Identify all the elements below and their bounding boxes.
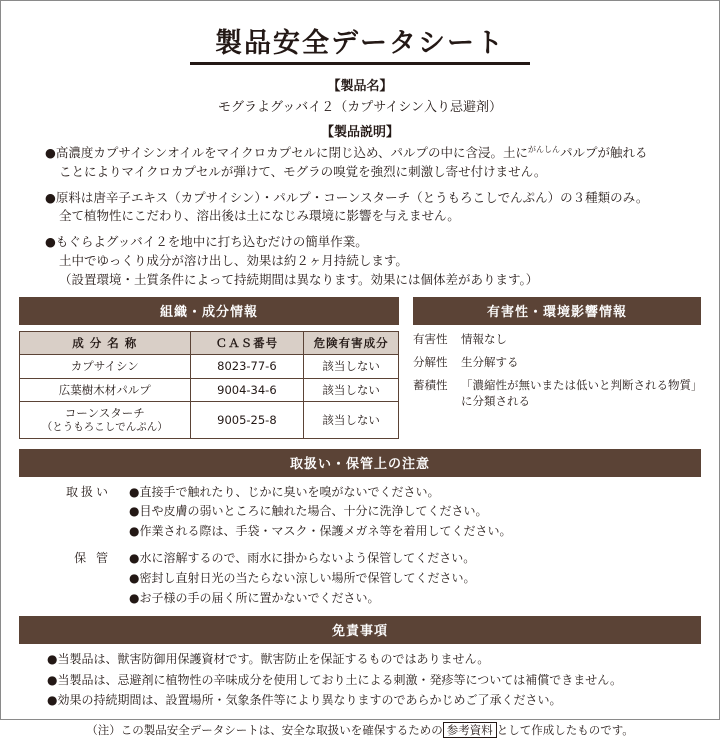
description-paragraph-2 xyxy=(45,189,695,227)
description-3-line-3: （設置環境・土質条件によって持続期間は異なります。効果には個体差があります。） xyxy=(59,271,539,287)
table-row xyxy=(20,402,399,439)
description-paragraph-3 xyxy=(45,233,695,289)
cell-hazard: 該当しない xyxy=(304,355,399,378)
product-name-heading: 【製品名】 xyxy=(327,79,393,94)
description-2-line-2: 全て植物性にこだわり、溶出後は土になじみ環境に影響を与えません。 xyxy=(59,208,460,224)
list-item: ●水に溶解するので、雨水に掛からないよう保管してください。 xyxy=(129,551,476,566)
description-1-ruby: がんしん xyxy=(527,145,560,154)
table-header-row xyxy=(20,332,399,355)
disclaimer-items xyxy=(47,650,701,710)
description-paragraph-1 xyxy=(45,144,695,182)
footnote-suffix: として作成したものです。 xyxy=(496,723,634,737)
composition-bar: 組織・成分情報 xyxy=(19,297,399,325)
list-item: ●作業される際は、手袋・マスク・保護メガネ等を着用してください。 xyxy=(129,523,512,538)
hazard-value: 「濃縮性が無いまたは低いと判断される物質」に分類される xyxy=(461,377,697,409)
description-3-line-1: ●もぐらよグッバイ２を地中に打ち込むだけの簡単作業。 xyxy=(45,234,368,250)
column-header-name: 成 分 名 称 xyxy=(20,332,191,355)
handling-bar: 取扱い・保管上の注意 xyxy=(19,449,701,477)
handling-group-handling xyxy=(19,483,701,542)
column-header-cas: ＣＡＳ番号 xyxy=(190,332,304,355)
list-item: ●効果の持続期間は、設置場所・気象条件等により異なりますのであらかじめご了承ください。 xyxy=(47,693,562,708)
handling-group-items xyxy=(129,549,701,608)
product-name xyxy=(19,96,701,115)
composition-section xyxy=(19,297,399,438)
description-block xyxy=(45,144,695,289)
description-2-line-1: ●原料は唐辛子エキス（カプサイシン）・パルプ・コーンスターチ（とうもろこしでんぷん）の３種類のみ。 xyxy=(45,189,649,205)
cell-cas: 9005-25-8 xyxy=(190,402,304,439)
footnote-boxed-term: 参考資料 xyxy=(443,722,497,738)
cell-name: 広葉樹木材パルプ xyxy=(20,378,191,401)
hazard-key: 有害性 xyxy=(413,332,448,347)
hazard-key: 蓄積性 xyxy=(413,377,448,392)
list-item xyxy=(413,377,701,410)
footnote xyxy=(19,722,701,738)
list-item xyxy=(413,354,701,371)
cell-hazard: 該当しない xyxy=(304,402,399,439)
cell-cas: 9004-34-6 xyxy=(190,378,304,401)
description-1-line-1: ●高濃度カプサイシンオイルをマイクロカプセルに閉じ込め、パルプの中に含浸。土に xyxy=(45,145,528,161)
list-item: ●密封し直射日光の当たらない涼しい場所で保管してください。 xyxy=(129,571,476,586)
hazard-value: 生分解する xyxy=(461,355,519,370)
hazard-env-bar: 有害性・環境影響情報 xyxy=(413,297,701,325)
description-3-line-2: 土中でゆっくり成分が溶け出し、効果は約２ヶ月持続します。 xyxy=(59,252,408,268)
table-row xyxy=(20,378,399,401)
disclaimer-bar: 免責事項 xyxy=(19,616,701,644)
two-column-section xyxy=(19,297,701,438)
handling-group-label: 保 管 xyxy=(74,551,111,566)
cell-name: カプサイシン xyxy=(20,355,191,378)
footnote-prefix: （注）この製品安全データシートは、安全な取扱いを確保するための xyxy=(86,723,443,737)
list-item: ●当製品は、獣害防御用保護資材です。獣害防止を保証するものではありません。 xyxy=(47,652,490,667)
cell-name-sub: （とうもろこしでんぷん） xyxy=(41,420,168,433)
composition-table xyxy=(19,331,399,438)
handling-section xyxy=(19,449,701,609)
list-item: ●直接手で触れたり、じかに臭いを嗅がないでください。 xyxy=(129,484,440,499)
cell-cas: 8023-77-6 xyxy=(190,355,304,378)
handling-group-storage xyxy=(19,549,701,608)
hazard-value: 情報なし xyxy=(461,332,507,347)
hazard-key: 分解性 xyxy=(413,355,448,370)
list-item: ●お子様の手の届く所に置かないでください。 xyxy=(129,590,380,605)
product-name-text: モグラよグッバイ２（カプサイシン入り忌避剤） xyxy=(217,100,503,115)
hazard-env-section xyxy=(413,297,701,438)
cell-name xyxy=(20,402,191,439)
list-item xyxy=(413,331,701,348)
list-item: ●目や皮膚の弱いところに触れた場合、十分に洗浄してください。 xyxy=(129,504,488,519)
description-1-line-2: ことによりマイクロカプセルが弾けて、モグラの嗅覚を強烈に刺激し寄せ付けません。 xyxy=(59,163,547,179)
hazard-env-list xyxy=(413,331,701,410)
disclaimer-section xyxy=(19,616,701,710)
column-header-hazard: 危険有害成分 xyxy=(304,332,399,355)
description-heading: 【製品説明】 xyxy=(320,125,399,140)
handling-group-label: 取扱い xyxy=(65,484,111,499)
handling-group-items xyxy=(129,483,701,542)
cell-name-main: コーンスターチ xyxy=(64,406,145,421)
list-item: ●当製品は、忌避剤に植物性の辛味成分を使用しており土による刺激・発疹等については補償できません。 xyxy=(47,672,622,687)
table-row xyxy=(20,355,399,378)
page-title: 製品安全データシート xyxy=(190,21,530,65)
description-1-line-1-tail: パルプが触れる xyxy=(559,145,648,161)
cell-hazard: 該当しない xyxy=(304,378,399,401)
